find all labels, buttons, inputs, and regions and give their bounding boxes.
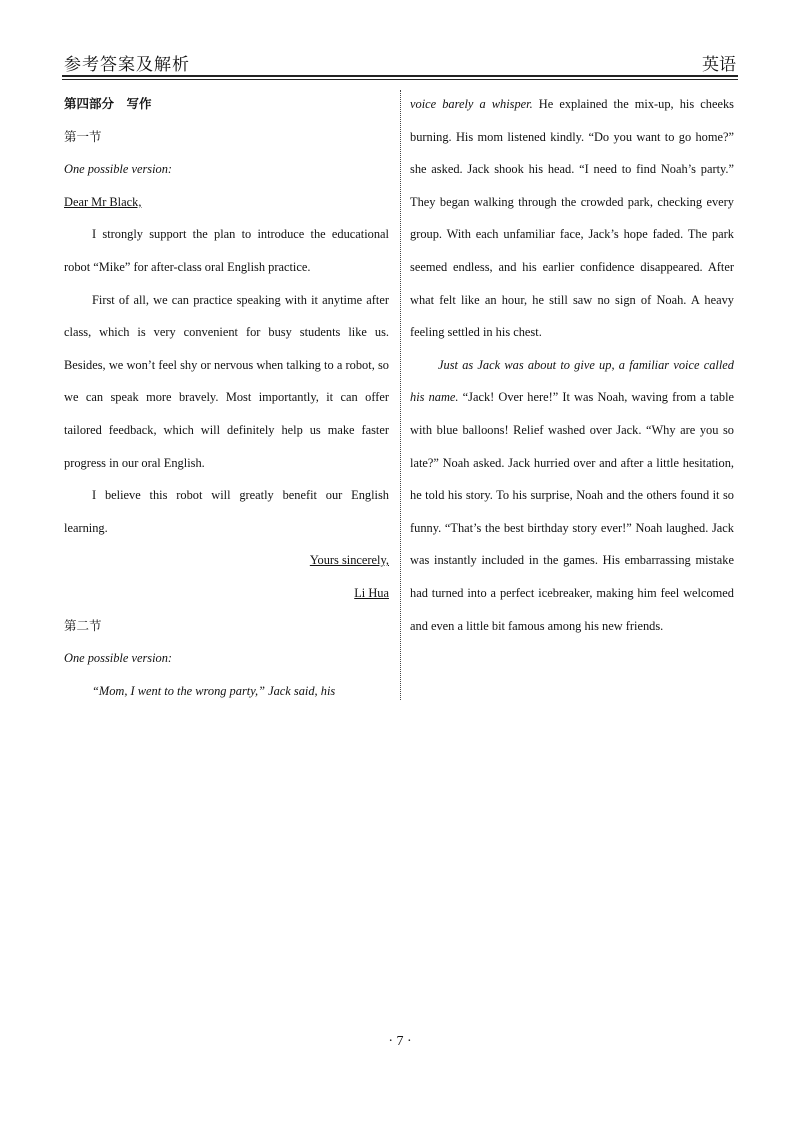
left-column: [64, 88, 389, 707]
story-paragraph-1-body: He explained the mix-up, his cheeks burning. His mom listened kindly. “Do you want to go home?” she asked. Jack shook his head. “I need to find Noah’s party.” They began walking through the crowded park, checking every group. With each unfamiliar face, Jack’s hope faded. The park seemed endless, and his earlier confidence disappeared. After what felt like an hour, he still saw no sign of Noah. A heavy feeling settled in his chest.: [410, 97, 734, 340]
letter-signature: Li Hua: [354, 585, 389, 600]
part2-title: 第二节: [64, 617, 102, 633]
header-rule-thin: [62, 79, 738, 80]
letter-closing: Yours sincerely,: [309, 553, 389, 568]
story-paragraph-2-lead: Just as Jack was about to give up, a familiar voice called his name.: [410, 357, 734, 405]
letter-paragraph-3: I believe this robot will greatly benefit our English learning.: [64, 488, 389, 535]
header-rule-thick: [62, 75, 738, 77]
part1-title: 第一节: [64, 128, 102, 144]
story-paragraph-1-lead: voice barely a whisper.: [410, 97, 533, 111]
header-title: 参考答案及解析: [64, 55, 190, 75]
header-subject: 英语: [702, 55, 736, 75]
story-paragraph-2: [410, 349, 734, 642]
story-paragraph-2-body: “Jack! Over here!” It was Noah, waving from a table with blue balloons! Relief washed over Jack. “Why are you so late?” Noah asked. Jack hurried over and after a little hesitation, he told his story. To his surprise, Noah and the others found it so funny. “That’s the best birthday story ever!” Noah laughed. Jack was instantly included in the games. His embarrassing mistake had turned into a perfect icebreaker, making him feel welcomed and even a little bit famous among his new friends.: [410, 390, 735, 633]
right-column: [410, 88, 734, 642]
part1-version-label: One possible version:: [64, 162, 173, 177]
letter-paragraph-2: First of all, we can practice speaking with it anytime after class, which is very convenient for busy students like us. Besides, we won’t feel shy or nervous when talking to a robot, so we can speak more bravely. Most importantly, it can offer tailored feedback, which will definitely help us make faster progress in our oral English.: [64, 292, 389, 470]
column-divider: [400, 90, 401, 700]
part2-version-label: One possible version:: [64, 651, 173, 666]
section-title: 第四部分 写作: [64, 96, 152, 111]
page-number: · 7 ·: [388, 1034, 412, 1049]
story-paragraph-1: [410, 88, 734, 349]
letter-paragraph-1: I strongly support the plan to introduce the educational robot “Mike” for after-class oral English practice.: [64, 227, 389, 274]
page-header: [62, 42, 738, 76]
story-start: “Mom, I went to the wrong party,” Jack said, his: [92, 683, 336, 698]
letter-salutation: Dear Mr Black,: [64, 194, 142, 209]
